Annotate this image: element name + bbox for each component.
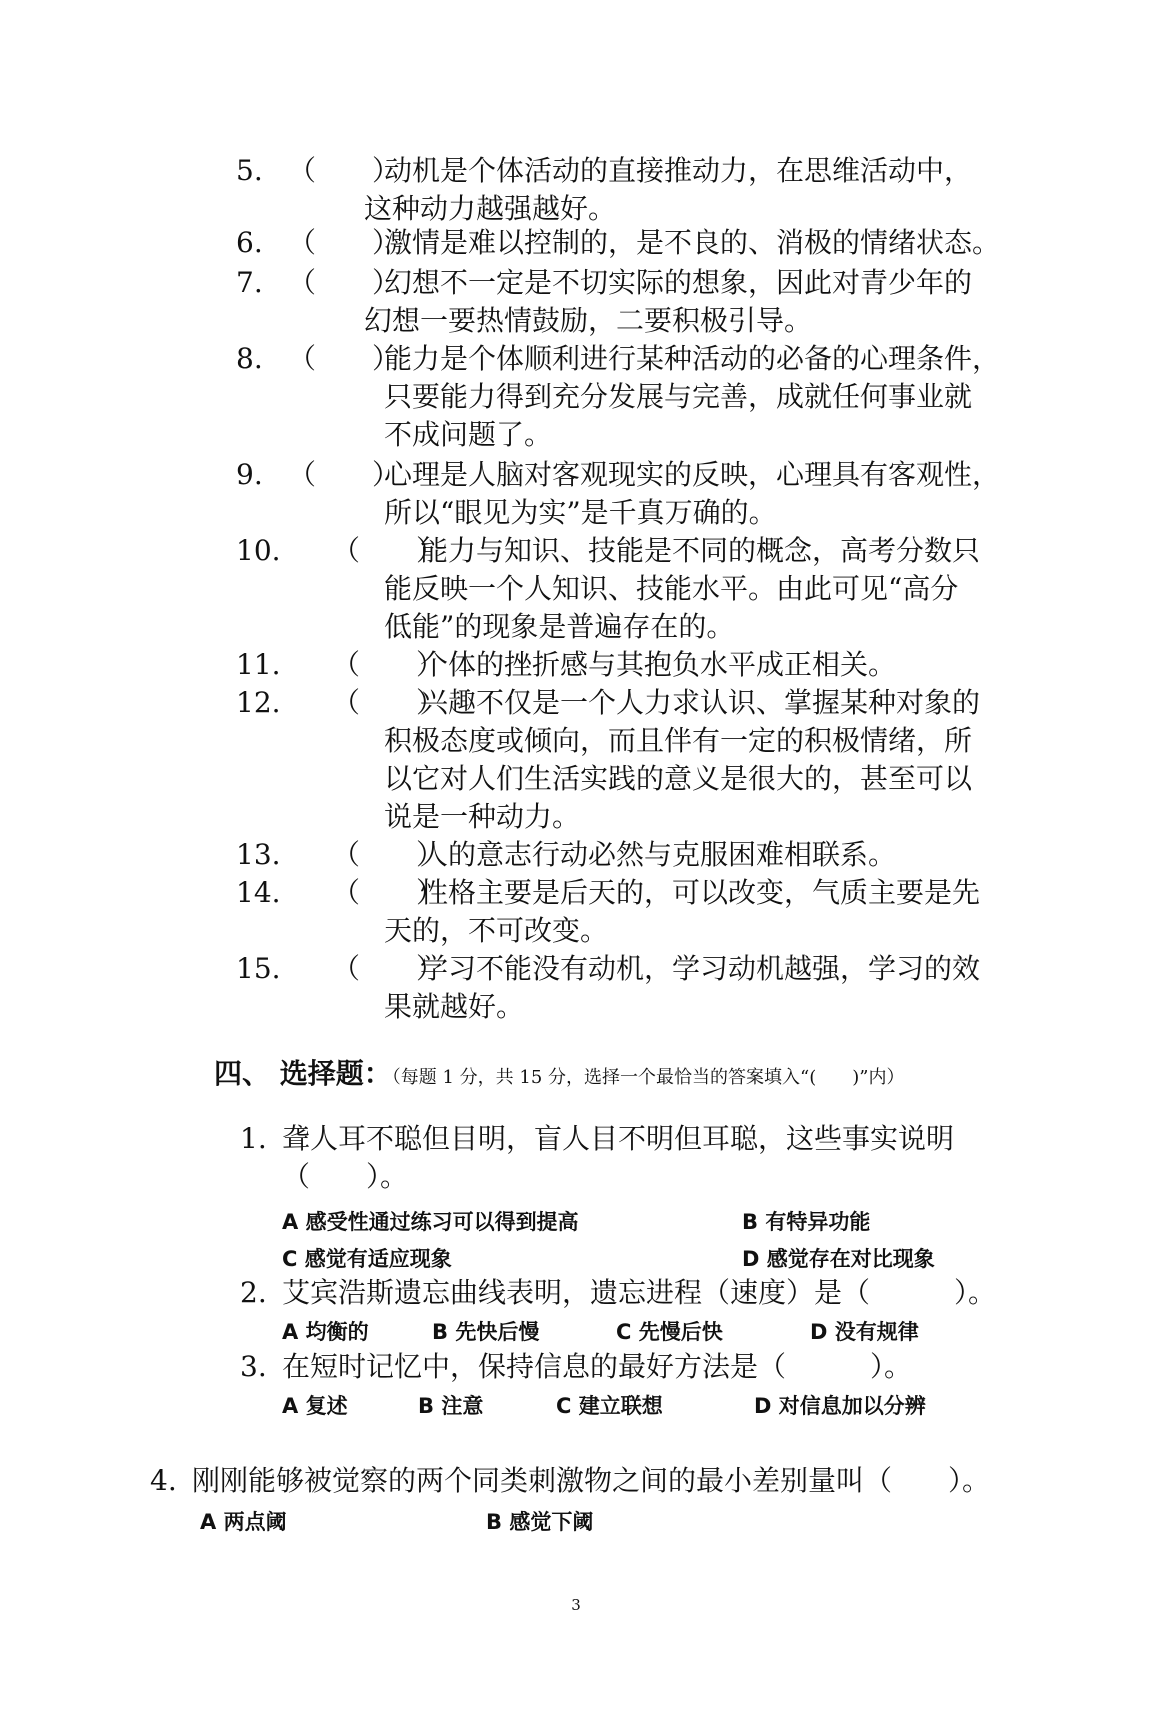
answer-blank: （ ） [332,876,445,909]
item-number: 10. [236,534,281,567]
item-text: 低能”的现象是普遍存在的。 [384,610,735,643]
answer-blank: （ ） [288,342,401,375]
item-text: 说是一种动力。 [384,800,581,833]
section-heading [214,1052,904,1092]
item-text: 以它对人们生活实践的意义是很大的，甚至可以 [384,762,973,795]
option-b: B 感觉下阈 [486,1510,594,1534]
item-text: 天的，不可改变。 [384,914,609,947]
option-b: B 注意 [418,1394,484,1418]
choice-number: 1. [240,1122,267,1155]
item-text: 只要能力得到充分发展与完善，成就任何事业就 [384,380,973,413]
option-b: B 有特异功能 [742,1210,871,1234]
option-d: D 感觉存在对比现象 [742,1247,935,1271]
item-number: 5. [236,154,263,187]
item-text: 性格主要是后天的，可以改变，气质主要是先 [420,876,981,909]
answer-blank: （ ） [288,154,401,187]
item-text: 个体的挫折感与其抱负水平成正相关。 [420,648,897,681]
item-number: 13. [236,838,281,871]
answer-blank: （ ） [332,534,445,567]
choice-text-continued: （ ）。 [282,1160,409,1193]
item-number: 8. [236,342,263,375]
section-title: 四、 选择题： [214,1057,392,1090]
option-d: D 对信息加以分辨 [754,1394,926,1418]
option-a: A 复述 [282,1394,348,1418]
item-number: 9. [236,458,263,491]
item-text: 不成问题了。 [384,418,553,451]
option-a: A 均衡的 [282,1320,369,1344]
choice-number: 3. [240,1350,267,1383]
item-text: 兴趣不仅是一个人力求认识、掌握某种对象的 [420,686,981,719]
item-number: 12. [236,686,281,719]
item-text: 积极态度或倾向，而且伴有一定的积极情绪，所 [384,724,973,757]
answer-blank: （ ） [332,686,445,719]
option-b: B 先快后慢 [432,1320,540,1344]
answer-blank: （ ） [288,266,401,299]
option-a: A 两点阈 [200,1510,287,1534]
answer-blank: （ ） [332,648,445,681]
item-number: 15. [236,952,281,985]
item-number: 14. [236,876,281,909]
option-d: D 没有规律 [810,1320,919,1344]
answer-blank: （ ） [288,458,401,491]
choice-text: 刚刚能够被觉察的两个同类刺激物之间的最小差别量叫（ ）。 [192,1464,991,1497]
item-text: 所以“眼见为实”是千真万确的。 [384,496,777,529]
page-number: 3 [571,1596,581,1614]
answer-blank: （ ） [332,838,445,871]
item-text: 能力是个体顺利进行某种活动的必备的心理条件， [384,342,1001,375]
item-text: 能力与知识、技能是不同的概念，高考分数只 [420,534,981,567]
choice-text: 聋人耳不聪但目明，盲人目不明但耳聪，这些事实说明 [282,1122,955,1155]
choice-text: 艾宾浩斯遗忘曲线表明，遗忘进程（速度）是（ ）。 [282,1276,997,1309]
item-text: 人的意志行动必然与克服困难相联系。 [420,838,897,871]
answer-blank: （ ） [288,226,401,259]
item-text: 能反映一个人知识、技能水平。由此可见“高分 [384,572,959,605]
item-text: 幻想一要热情鼓励，二要积极引导。 [364,304,813,337]
item-text: 动机是个体活动的直接推动力，在思维活动中， [384,154,973,187]
item-text: 学习不能没有动机，学习动机越强，学习的效 [420,952,981,985]
item-number: 7. [236,266,263,299]
item-number: 6. [236,226,263,259]
item-text: 幻想不一定是不切实际的想象，因此对青少年的 [384,266,973,299]
answer-blank: （ ） [332,952,445,985]
choice-number: 2. [240,1276,267,1309]
item-number: 11. [236,648,281,681]
choice-text: 在短时记忆中，保持信息的最好方法是（ ）。 [282,1350,913,1383]
section-note: （每题 1 分，共 15 分，选择一个最恰当的答案填入“( )”内） [391,1067,905,1088]
item-text: 果就越好。 [384,990,525,1023]
item-text: 心理是人脑对客观现实的反映，心理具有客观性， [384,458,1001,491]
option-c: C 先慢后快 [616,1320,723,1344]
option-c: C 感觉有适应现象 [282,1247,452,1271]
option-a: A 感受性通过练习可以得到提高 [282,1210,579,1234]
item-text: 激情是难以控制的，是不良的、消极的情绪状态。 [384,226,1001,259]
option-c: C 建立联想 [556,1394,663,1418]
item-text: 这种动力越强越好。 [364,192,617,225]
choice-number: 4. [150,1464,177,1497]
